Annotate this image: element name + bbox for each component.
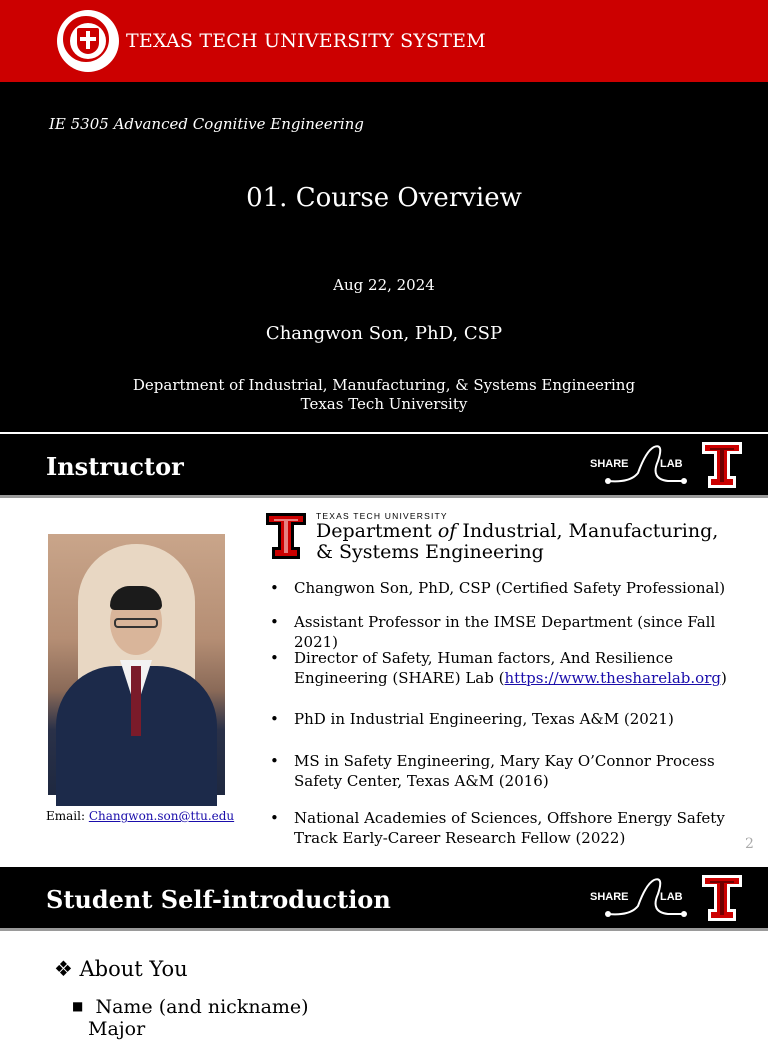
page-number: 2 — [745, 836, 754, 852]
double-t-logo-icon — [700, 440, 744, 490]
instructor-section-title: Instructor — [46, 452, 184, 481]
email-line — [46, 809, 234, 823]
square-bullet-icon: ■ — [72, 999, 84, 1013]
course-code: IE 5305 Advanced Cognitive Engineering — [49, 115, 364, 133]
department-name: Department of Industrial, Manufacturing, & Systems Engineering — [132, 376, 636, 394]
email-link[interactable]: Changwon.son@ttu.edu — [88, 809, 235, 823]
list-item: • National Academies of Sciences, Offshore Energy Safety Track Early-Career Research Fellow (2022) — [270, 809, 725, 847]
double-t-logo-icon — [700, 873, 744, 923]
dept-logo-university: TEXAS TECH UNIVERSITY — [316, 511, 448, 521]
list-item: • PhD in Industrial Engineering, Texas A&M (2021) — [270, 710, 674, 728]
university-name: Texas Tech University — [300, 395, 468, 413]
presenter-name: Changwon Son, PhD, CSP — [265, 323, 503, 344]
intro-section-title: Student Self-introduction — [46, 885, 391, 914]
dept-double-t-icon — [264, 510, 308, 562]
share-logo-text: SHARE — [590, 458, 629, 470]
diamond-bullet-icon: ❖ — [54, 957, 73, 981]
system-title: TEXAS TECH UNIVERSITY SYSTEM — [126, 30, 486, 52]
about-item: ■ Name (and nickname) — [72, 996, 309, 1018]
dept-logo-line2: & Systems Engineering — [316, 541, 544, 563]
lecture-title: 01. Course Overview — [246, 183, 522, 213]
header-shadow — [0, 495, 768, 498]
dept-logo-line1: Department of Industrial, Manufacturing, — [316, 520, 719, 542]
lab-logo-text: LAB — [660, 891, 683, 903]
list-item: • Assistant Professor in the IMSE Department (since Fall 2021) — [270, 613, 716, 651]
ttu-seal-logo — [57, 10, 119, 72]
lab-logo-text: LAB — [660, 458, 683, 470]
list-item: • MS in Safety Engineering, Mary Kay O’Connor Process Safety Center, Texas A&M (2016) — [270, 752, 715, 790]
share-logo-text: SHARE — [590, 891, 629, 903]
list-item: • Changwon Son, PhD, CSP (Certified Safety Professional) — [270, 579, 726, 597]
share-lab-curve-icon — [590, 876, 690, 920]
share-lab-curve-icon — [590, 443, 690, 487]
email-label: Email: — [46, 809, 89, 823]
about-item: Major — [88, 1018, 146, 1040]
lecture-date: Aug 22, 2024 — [333, 276, 435, 294]
about-you-heading: ❖ About You — [54, 957, 188, 981]
lab-website-link[interactable]: https://www.thesharelab.org — [504, 668, 721, 687]
share-lab-logo — [590, 443, 690, 487]
share-lab-logo — [590, 876, 690, 920]
header-shadow — [0, 928, 768, 931]
instructor-photo — [48, 534, 225, 795]
list-item-lab: • Director of Safety, Human factors, And Resilience Engineering (SHARE) Lab (https://www.thesharelab.org) — [270, 649, 727, 687]
